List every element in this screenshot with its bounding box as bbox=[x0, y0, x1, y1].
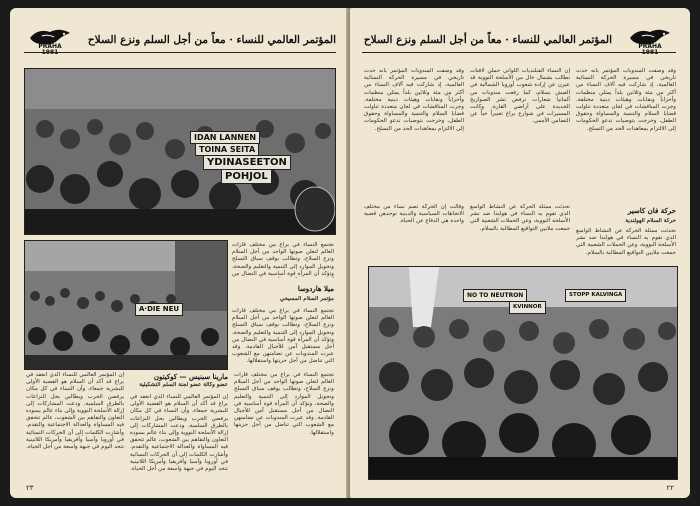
left-bottom-column-left: إن المؤتمر العالمي للنساء الذي انعقد في براغ قد أكد أن السلام هو القضية الأولى للبشرية جمعاء، وأن النساء في كل مكان يرفضن الحرب ويطالبن بحل النزاعات بالطرق السلمية. ودعت المشاركات إلى إزالة الأسلحة النووية وإلى بناء عالم يسوده التعاون والتفاهم بين الشعوب، عالم تتحقق فيه المساواة والعدالة الاجتماعية والتقدم. وأشارت الكلمات إلى أن الحركات النسائية في أوروبا وآسيا وأفريقيا وأمريكا اللاتينية تتحد اليوم في جبهة واسعة من أجل الحياة. bbox=[26, 372, 124, 451]
right-column-left: وقد وصفت المندوبات المؤتمر بأنه حدث تاريخي في مسيرة الحركة النسائية العالمية، إذ شاركت فيه آلاف النساء من أكثر من مئة وثلاثين بلداً يمثلن منظمات وأحزاباً ونقابات وهيئات دينية مختلفة. وجرت المناقشات في لجان متعددة تناولت قضايا السلام والتنمية والمساواة وحقوق الطفل، وخرجت بتوصيات تدعو الحكومات إلى الالتزام بمعاهدات الحد من التسلح. bbox=[364, 68, 464, 132]
left-page-number: ٢٣ bbox=[26, 484, 34, 492]
right-page bbox=[350, 8, 690, 498]
banner-stopp: STOPP KALVINGA bbox=[565, 289, 626, 302]
left-header-title: المؤتمر العالمي للنساء · معاً من أجل السلم ونزع السلاح bbox=[87, 34, 336, 46]
right-header-title: المؤتمر العالمي للنساء · معاً من أجل السلم ونزع السلاح bbox=[363, 34, 612, 46]
banner-pohjola: POHJOL bbox=[221, 169, 272, 184]
right-subhead: حركة فان كاسير bbox=[627, 206, 676, 215]
left-subhead-2: مارينا سبنيس — كوكيتون bbox=[153, 372, 228, 381]
photo-women-crowd bbox=[368, 266, 678, 480]
banner-no-to-neutron: NO TO NEUTRON bbox=[463, 289, 527, 302]
right-mid-column-middle: تحدثت ممثلة الحركة عن النشاط الواسع الذي تقوم به النساء في هولندا ضد نشر الأسلحة النووية، وعن الحملات الشعبية التي جمعت ملايين التواقيع المطالبة بالسلام. bbox=[470, 204, 570, 232]
photo-street-march bbox=[24, 240, 228, 370]
right-page-number: ٢٢ bbox=[666, 484, 674, 492]
banner-ydinaseeton: YDINASEETON bbox=[203, 155, 291, 170]
magazine-spread bbox=[10, 8, 690, 498]
right-column-middle: إن النساء الفنلنديات اللواتي حملن لافتات تطالب بشمال خال من الأسلحة النووية قد عبرن عن إرادة شعوب أوروبا الشمالية في العيش بسلام، كما رفعت مندوبات من ألمانيا شعارات ترفض نشر الصواريخ الجديدة على أراضي القارة. وكانت المسيرات في شوارع براغ تعبيراً حياً عن التضامن الأممي. bbox=[470, 68, 570, 125]
logo-year-right: 1981 bbox=[641, 49, 659, 56]
left-page bbox=[10, 8, 348, 498]
right-page-header bbox=[362, 24, 676, 60]
left-subhead-1-caption: مؤتمر السلام المسيحي bbox=[279, 296, 334, 302]
logo-city: PRAHA bbox=[38, 43, 62, 50]
banner-idan-lannen: IDAN LANNEN bbox=[190, 131, 260, 144]
left-subhead-1: ميلا هاردوسا bbox=[297, 284, 334, 293]
left-page-header bbox=[24, 24, 336, 60]
photo-march-banners bbox=[24, 68, 336, 235]
right-subhead-caption: حركة السلام الهولندية bbox=[625, 218, 676, 224]
right-subhead-text: تحدثت ممثلة الحركة عن النشاط الواسع الذي تقوم به النساء في هولندا ضد نشر الأسلحة النووية، وعن الحملات الشعبية التي جمعت ملايين التواقيع المطالبة بالسلام. bbox=[576, 228, 676, 256]
left-bottom-column-right: إن المؤتمر العالمي للنساء الذي انعقد في براغ قد أكد أن السلام هو القضية الأولى للبشرية جمعاء، وأن النساء في كل مكان يرفضن الحرب ويطالبن بحل النزاعات بالطرق السلمية. ودعت المشاركات إلى إزالة الأسلحة النووية وإلى بناء عالم يسوده التعاون والتفاهم بين الشعوب، عالم تتحقق فيه المساواة والعدالة الاجتماعية والتقدم. وأشارت الكلمات إلى أن الحركات النسائية في أوروبا وآسيا وأفريقيا وأمريكا اللاتينية تتحد اليوم في جبهة واسعة من أجل الحياة. bbox=[130, 394, 228, 473]
left-subhead-2-caption: عضو وكالة عضو لجنة السلم التشكيلية bbox=[139, 382, 228, 388]
banner-toina-seita: TOINA SEITA bbox=[195, 143, 259, 156]
logo-year: 1981 bbox=[41, 49, 59, 56]
right-column-right: وقد وصفت المندوبات المؤتمر بأنه حدث تاريخي في مسيرة الحركة النسائية العالمية، إذ شاركت فيه آلاف النساء من أكثر من مئة وثلاثين بلداً يمثلن منظمات وأحزاباً ونقابات وهيئات دينية مختلفة. وجرت المناقشات في لجان متعددة تناولت قضايا السلام والتنمية والمساواة وحقوق الطفل، وخرجت بتوصيات تدعو الحكومات إلى الالتزام بمعاهدات الحد من التسلح. bbox=[576, 68, 676, 132]
banner-neu: A·DIE NEU bbox=[135, 303, 183, 316]
right-mid-column-left: وقالت إن الحركة تضم نساء من مختلف الاتجاهات السياسية والدينية توحدهن قضية واحدة هي الدفاع عن الحياة. bbox=[364, 204, 464, 225]
header-rule bbox=[24, 52, 336, 53]
banner-kvinnor: KVINNOR bbox=[509, 301, 546, 314]
header-rule-right bbox=[362, 52, 676, 53]
logo-city-right: PRAHA bbox=[638, 43, 662, 50]
left-bottom-column-far: تجتمع النساء في براغ من مختلف قارات العالم لتعلن صوتها الواحد من أجل السلام ونزع السلاح، وتطالب بوقف سباق التسلح وتحويل الموارد إلى التنمية والتعليم والصحة، وتؤكد أن المرأة قوة أساسية في النضال من أجل مستقبل آمن للأجيال القادمة. وقد عبرت المندوبات عن تضامنهن مع الشعوب التي تناضل من أجل حريتها واستقلالها. bbox=[234, 372, 334, 436]
left-side-column: تجتمع النساء في براغ من مختلف قارات العالم لتعلن صوتها الواحد من أجل السلام ونزع السلاح، وتطالب بوقف سباق التسلح وتحويل الموارد إلى التنمية والتعليم والصحة، وتؤكد أن المرأة قوة أساسية في النضال من bbox=[232, 242, 334, 277]
left-side-column-2: تجتمع النساء في براغ من مختلف قارات العالم لتعلن صوتها الواحد من أجل السلام ونزع السلاح، وتطالب بوقف سباق التسلح وتحويل الموارد إلى التنمية والتعليم والصحة، وتؤكد أن المرأة قوة أساسية في النضال من أجل مستقبل آمن للأجيال القادمة. وقد عبرت المندوبات عن تضامنهن مع الشعوب التي تناضل من أجل حريتها واستقلالها. bbox=[232, 308, 334, 365]
